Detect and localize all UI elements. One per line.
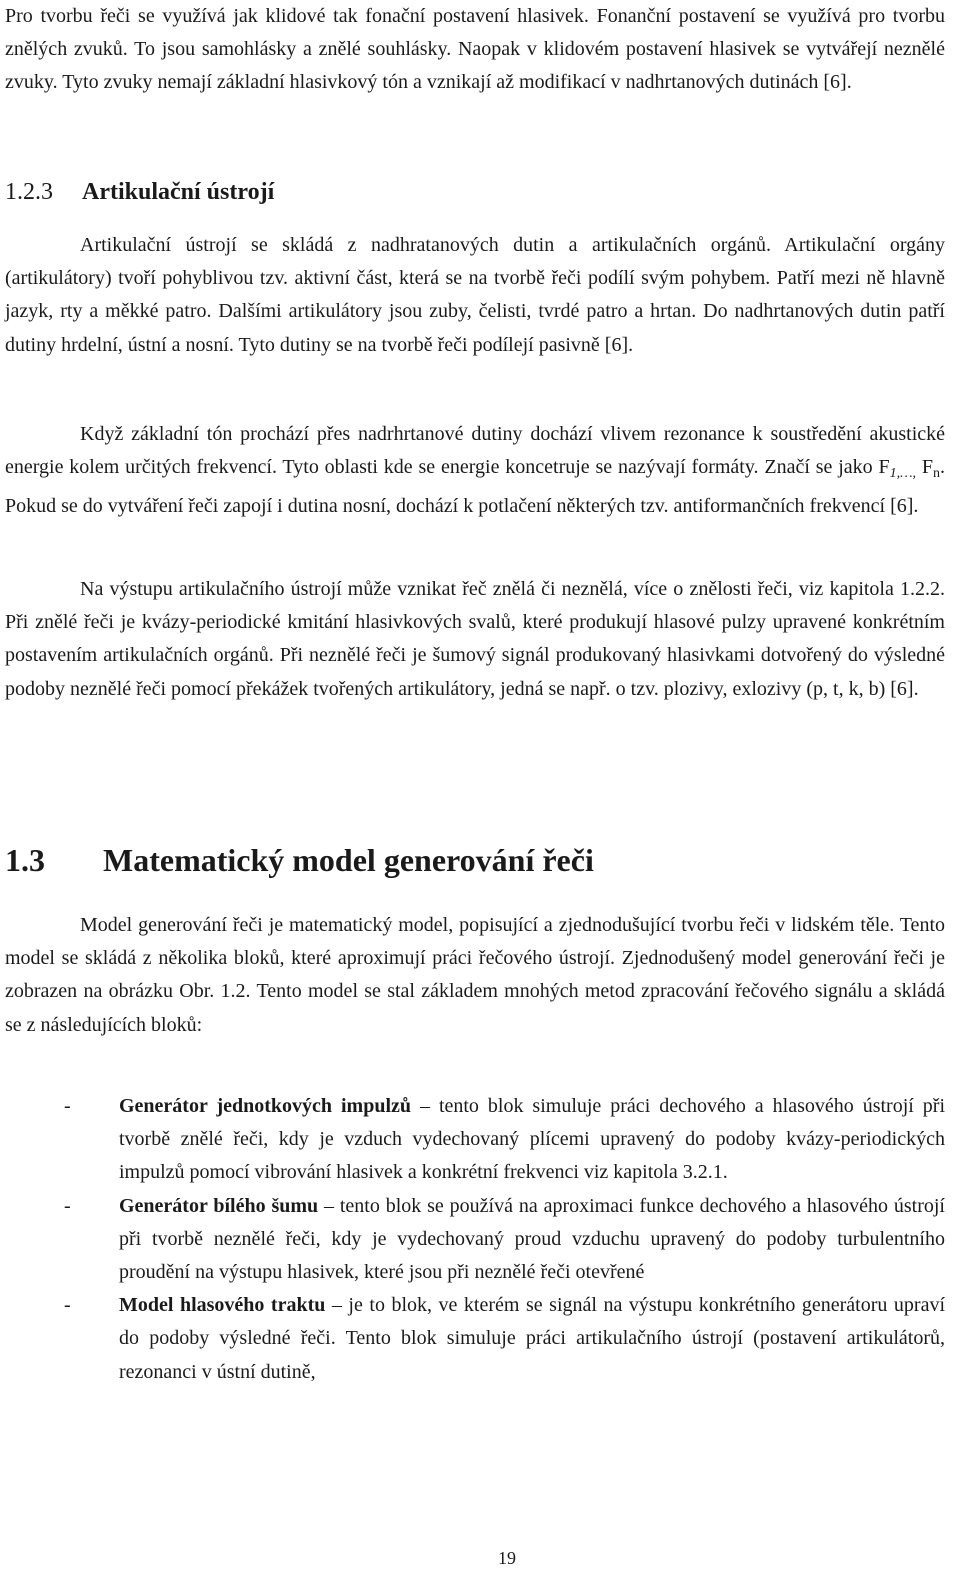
list-term: Generátor jednotkových impulzů bbox=[119, 1095, 412, 1117]
section-heading-1-2-3 bbox=[5, 179, 945, 206]
paragraph-text: Když základní tón prochází přes nadrhrtanové dutiny dochází vlivem rezonance k soustředění akustické energie kolem určitých frekvencí. Tyto oblasti kde se energie koncetruje se nazývají formáty. Značí se jako F bbox=[5, 423, 945, 479]
block-list bbox=[5, 1090, 945, 1389]
section-number: 1.3 bbox=[5, 842, 45, 878]
list-dash: - bbox=[64, 1294, 71, 1317]
section-title: Matematický model generování řeči bbox=[103, 842, 594, 878]
list-text: – tento blok se používá na aproximaci funkce dechového a hlasového ústrojí při tvorbě neznělé řeči, kdy je vydechovaný proud vzduchu upravený do podoby turbulentního proudění na výstupu hlasivek, které jsou při neznělé řeči otevřené bbox=[119, 1194, 945, 1284]
page-number: 19 bbox=[498, 1548, 516, 1568]
section-heading-1-3 bbox=[5, 840, 945, 880]
list-item bbox=[5, 1289, 945, 1389]
section-number: 1.2.3 bbox=[5, 179, 53, 205]
paragraph-articulation-2 bbox=[5, 418, 945, 524]
list-term: Model hlasového traktu bbox=[119, 1294, 326, 1317]
paragraph-text: . Pokud se do vytváření řeči zapojí i dutina nosní, dochází k potlačení některých tzv. antiformančních frekvencí [6]. bbox=[5, 456, 945, 518]
list-term: Generátor bílého šumu bbox=[119, 1194, 319, 1217]
list-text: – je to blok, ve kterém se signál na výstupu konkrétního generátoru upraví do podoby výsledné řeči. Tento blok simuluje práci artikulačního ústrojí (postavení artikulátorů, rezonanci v ústní dutině, bbox=[119, 1294, 946, 1383]
list-item bbox=[5, 1190, 945, 1290]
formant-subscript-n: n bbox=[933, 466, 940, 482]
paragraph-articulation-3: Na výstupu artikulačního ústrojí může vznikat řeč znělá či neznělá, více o znělosti řeči, viz kapitola 1.2.2. Při znělé řeči je kvázy-periodické kmitání hlasivkových svalů, které produkují hlasové pulzy upravené konkrétním postavením artikulačních orgánů. Při neznělé řeči je šumový signál produkovaný hlasivkami dotvořený do výsledné podoby neznělé řeči pomocí překážek tvořených artikulátory, jedná se např. o tzv. plozivy, exlozivy (p, t, k, b) [6]. bbox=[5, 578, 945, 700]
list-dash: - bbox=[64, 1095, 71, 1117]
formant-subscript-first: 1,…, bbox=[889, 466, 917, 482]
list-dash: - bbox=[64, 1194, 71, 1217]
section-title: Artikulační ústrojí bbox=[82, 179, 275, 205]
intro-paragraph: Pro tvorbu řeči se využívá jak klidové tak fonační postavení hlasivek. Fonanční postavení se využívá pro tvorbu znělých zvuků. To jsou samohlásky a znělé souhlásky. Naopak v klidovém postavení hlasivek se vytvářejí neznělé zvuky. Tyto zvuky nemají základní hlasivkový tón a vznikají až modifikací v nadhrtanových dutinách [6]. bbox=[5, 5, 945, 94]
paragraph-model: Model generování řeči je matematický model, popisující a zjednodušující tvorbu řeči v lidském těle. Tento model se skládá z několika bloků, které aproximují práci řečového ústrojí. Zjednodušený model generování řeči je zobrazen na obrázku Obr. 1.2. Tento model se stal základem mnohých metod zpracování řečového signálu a skládá se z následujících bloků: bbox=[5, 914, 945, 1036]
paragraph-articulation-1: Artikulační ústrojí se skládá z nadhratanových dutin a artikulačních orgánů. Artikulační orgány (artikulátory) tvoří pohyblivou tzv. aktivní část, která se na tvorbě řeči podílí svým pohybem. Patří mezi ně hlavně jazyk, rty a měkké patro. Dalšími artikulátory jsou zuby, čelisti, tvrdé patro a hrtan. Do nadhrtanových dutin patří dutiny hrdelní, ústní a nosní. Tyto dutiny se na tvorbě řeči podílejí pasivně [6]. bbox=[5, 234, 945, 356]
list-text: – tento blok simuluje práci dechového a hlasového ústrojí při tvorbě znělé řeči, kdy je vzduch vydechovaný plícemi upravený do podoby kvázy-periodických impulzů pomocí vibrování hlasivek a konkrétní frekvenci viz kapitola 3.2.1. bbox=[119, 1095, 945, 1184]
list-item bbox=[5, 1090, 945, 1190]
paragraph-text: F bbox=[916, 456, 933, 479]
